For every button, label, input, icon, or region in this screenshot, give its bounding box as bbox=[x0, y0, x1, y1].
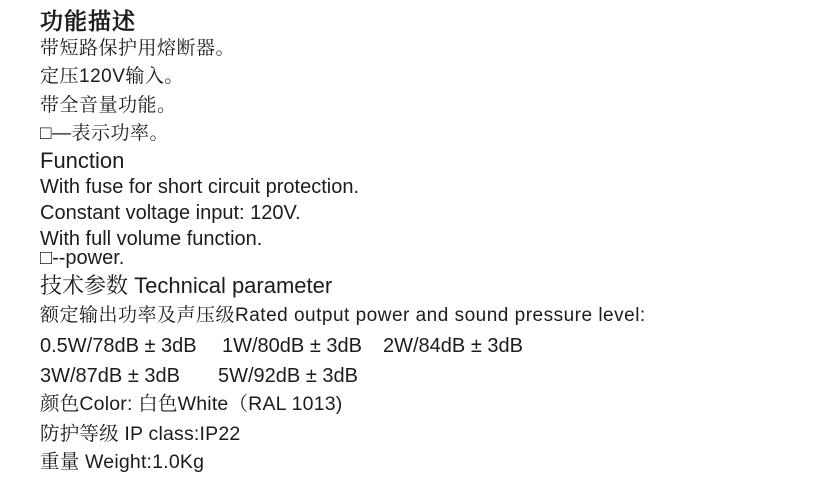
spec-3w: 3W/87dB ± 3dB bbox=[40, 365, 180, 387]
technical-parameter-heading: 技术参数 Technical parameter bbox=[40, 273, 333, 298]
feature-fuse-cn: 带短路保护用熔断器。 bbox=[40, 38, 236, 59]
feature-power-note-en: □--power. bbox=[40, 247, 125, 269]
power-spec-row-1 bbox=[40, 334, 523, 359]
feature-voltage-cn: 定压120V输入。 bbox=[40, 66, 184, 87]
spec-2w: 2W/84dB ± 3dB bbox=[383, 335, 523, 357]
feature-volume-cn: 带全音量功能。 bbox=[40, 95, 177, 116]
spec-1w: 1W/80dB ± 3dB bbox=[222, 335, 362, 357]
function-heading-en: Function bbox=[40, 148, 125, 173]
rated-output-label: 额定输出功率及声压级Rated output power and sound pressure level: bbox=[40, 305, 646, 326]
feature-volume-en: With full volume function. bbox=[40, 228, 263, 250]
power-spec-row-2 bbox=[40, 364, 358, 389]
ip-class-spec: 防护等级 IP class:IP22 bbox=[40, 423, 241, 445]
feature-power-note-cn: □—表示功率。 bbox=[40, 123, 169, 144]
feature-voltage-en: Constant voltage input: 120V. bbox=[40, 202, 301, 224]
function-description-heading-cn: 功能描述 bbox=[40, 8, 136, 34]
spec-0-5w: 0.5W/78dB ± 3dB bbox=[40, 335, 197, 357]
spec-5w: 5W/92dB ± 3dB bbox=[218, 365, 358, 387]
feature-fuse-en: With fuse for short circuit protection. bbox=[40, 176, 360, 198]
color-spec: 颜色Color: 白色White（RAL 1013) bbox=[40, 393, 343, 415]
weight-spec: 重量 Weight:1.0Kg bbox=[40, 451, 205, 473]
